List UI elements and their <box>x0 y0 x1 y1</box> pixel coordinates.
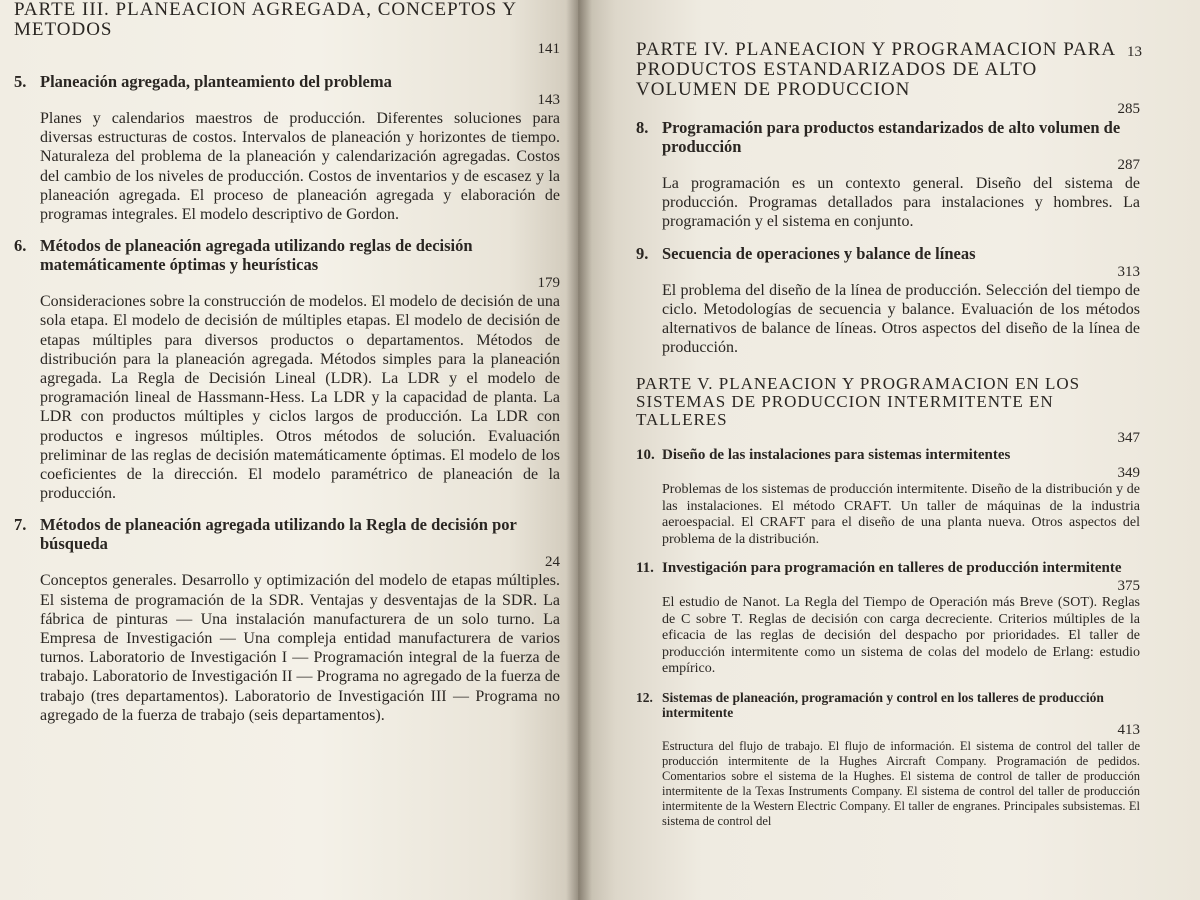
chapter-10 <box>636 447 1140 548</box>
chapter-title: Investigación para programación en talleres de producción intermitente <box>662 560 1122 577</box>
chapter-page-number: 179 <box>537 275 560 292</box>
chapter-number: 5. <box>14 72 27 91</box>
chapter-title: Diseño de las instalaciones para sistemas intermitentes <box>662 447 1011 464</box>
part-3-page-number: 141 <box>537 41 560 57</box>
chapter-number: 10. <box>636 447 655 464</box>
right-page <box>578 0 1200 900</box>
chapter-6 <box>14 236 560 503</box>
chapter-page-number: 349 <box>1117 465 1140 482</box>
chapter-description: La programación es un contexto general. Diseño del sistema de producción. Programas detallados para instalaciones y hombres. La programación y el sistema en conjunto. <box>662 175 1140 231</box>
chapter-description: Problemas de los sistemas de producción intermitente. Diseño de la distribución y de las instalaciones. El método CRAFT. Un taller de máquinas de la industria aeroespacial. El CRAFT para el diseño de una planta nueva. Otros aspectos del problema de la distribución. <box>662 482 1140 547</box>
chapter-title: Planeación agregada, planteamiento del problema <box>40 72 392 91</box>
chapter-description: Estructura del flujo de trabajo. El flujo de información. El sistema de control del taller de producción intermitente de la Hughes Aircraft Company. Programación de pedidos. Comentarios sobre el sistema de la Hughes. El sistema de control de taller de producción intermitente de la Texas Instruments Company. El sistema de control del taller de producción intermitente de la Western Electric Company. El taller de engranes. Principales subsistemas. El sistema de control del <box>662 738 1140 828</box>
chapter-description: El problema del diseño de la línea de producción. Selección del tiempo de ciclo. Metodologías de secuencia y balance. Evaluación de los métodos alternativos de balance de líneas. Otros aspectos del diseño de la línea de producción. <box>662 281 1140 357</box>
chapter-number: 11. <box>636 560 654 577</box>
chapter-9 <box>636 244 1140 358</box>
left-page <box>0 0 578 900</box>
chapter-page-number: 313 <box>1117 263 1140 280</box>
chapter-title: Sistemas de planeación, programación y control en los talleres de producción intermitente <box>662 689 1104 721</box>
chapter-8 <box>636 118 1140 232</box>
chapter-page-number: 143 <box>537 92 560 108</box>
chapter-number: 9. <box>636 243 649 263</box>
chapter-number: 12. <box>636 689 653 705</box>
chapter-title: Secuencia de operaciones y balance de líneas <box>662 243 976 263</box>
chapter-number: 6. <box>14 236 27 256</box>
chapter-page-number: 287 <box>1117 157 1140 173</box>
chapter-description: El estudio de Nanot. La Regla del Tiempo de Operación más Breve (SOT). Reglas de C sobre T. Reglas de decisión con carga decreciente. Criterios múltiples de la eficacia de las reglas de decisión del despacho por prioridades. El taller de producción intermitente como un sistema de colas del modelo de Erlang: estudio empírico. <box>662 595 1140 677</box>
part-3-heading: PARTE III. PLANEACION AGREGADA, CONCEPTOS Y METODOS <box>14 0 517 40</box>
chapter-5 <box>14 72 560 224</box>
chapter-page-number: 413 <box>1117 721 1140 738</box>
part-5-page-number: 347 <box>1117 430 1140 447</box>
chapter-title: Programación para productos estandarizados de alto volumen de producción <box>662 118 1121 156</box>
chapter-description: Planes y calendarios maestros de producción. Diferentes soluciones para diversas estructuras de costos. Intervalos de planeación y horizontes de tiempo. Naturaleza del problema de la planeación y calendarización agregadas. Costos del cambio de los niveles de producción. Costos de inventarios y de escasez y la planeación agregada. El proceso de planeación agregada y elaboración de programas integrales. El modelo descriptivo de Gordon. <box>40 110 560 224</box>
chapter-12 <box>636 690 1140 829</box>
chapter-page-number: 375 <box>1117 578 1140 595</box>
chapter-description: Conceptos generales. Desarrollo y optimización del modelo de etapas múltiples. El sistema de programación de la SDR. Ventajas y desventajas de la SDR. La fábrica de pinturas — Una instalación manufacturera de un solo turno. La Empresa de Investigación — Una compleja entidad manufacturera de varios turnos. Laboratorio de Investigación I — Programación integral de la fuerza de trabajo. Laboratorio de Investigación II — Programa no agregado de la fuerza de trabajo (tres departamentos). Laboratorio de Investigación III — Programa no agregado de la fuerza de trabajo (seis departamentos). <box>40 572 560 724</box>
chapter-description: Consideraciones sobre la construcción de modelos. El modelo de decisión de una sola etapa. El modelo de decisión de múltiples etapas. El modelo de decisión de etapas múltiples para diversos productos o departamentos. Métodos de distribución para la planeación agregada. Métodos simples para la planeación agregada. La Regla de Decisión Lineal (LDR). La LDR y el modelo de programación lineal de Hassmann-Hess. La LDR y la capacidad de planta. La LDR con productos múltiples y ciclos largos de producción. La LDR con productos e ingresos múltiples. Otros métodos de solución. Evaluación preliminar de las reglas de decisión matemáticamente óptimas. El modelo de los coeficientes de la dirección. El modelo paramétrico de planeación de la producción. <box>40 293 560 503</box>
chapter-title: Métodos de planeación agregada utilizando la Regla de decisión por búsqueda <box>40 515 517 554</box>
chapter-7 <box>14 515 560 725</box>
chapter-page-number: 24 <box>545 554 560 571</box>
chapter-title: Métodos de planeación agregada utilizando reglas de decisión matemáticamente óptimas y heurísticas <box>40 236 473 275</box>
chapter-11 <box>636 560 1140 678</box>
part-4-page-number: 285 <box>1117 101 1140 117</box>
part-4-heading: PARTE IV. PLANEACION Y PROGRAMACION PARA PRODUCTOS ESTANDARIZADOS DE ALTO VOLUMEN DE PRODUCCION <box>636 39 1116 100</box>
part-5-heading: PARTE V. PLANEACION Y PROGRAMACION EN LOS SISTEMAS DE PRODUCCION INTERMITENTE EN TALLERES <box>636 374 1081 430</box>
folio-number: 13 <box>1127 44 1142 60</box>
chapter-number: 7. <box>14 515 27 535</box>
chapter-number: 8. <box>636 118 649 137</box>
